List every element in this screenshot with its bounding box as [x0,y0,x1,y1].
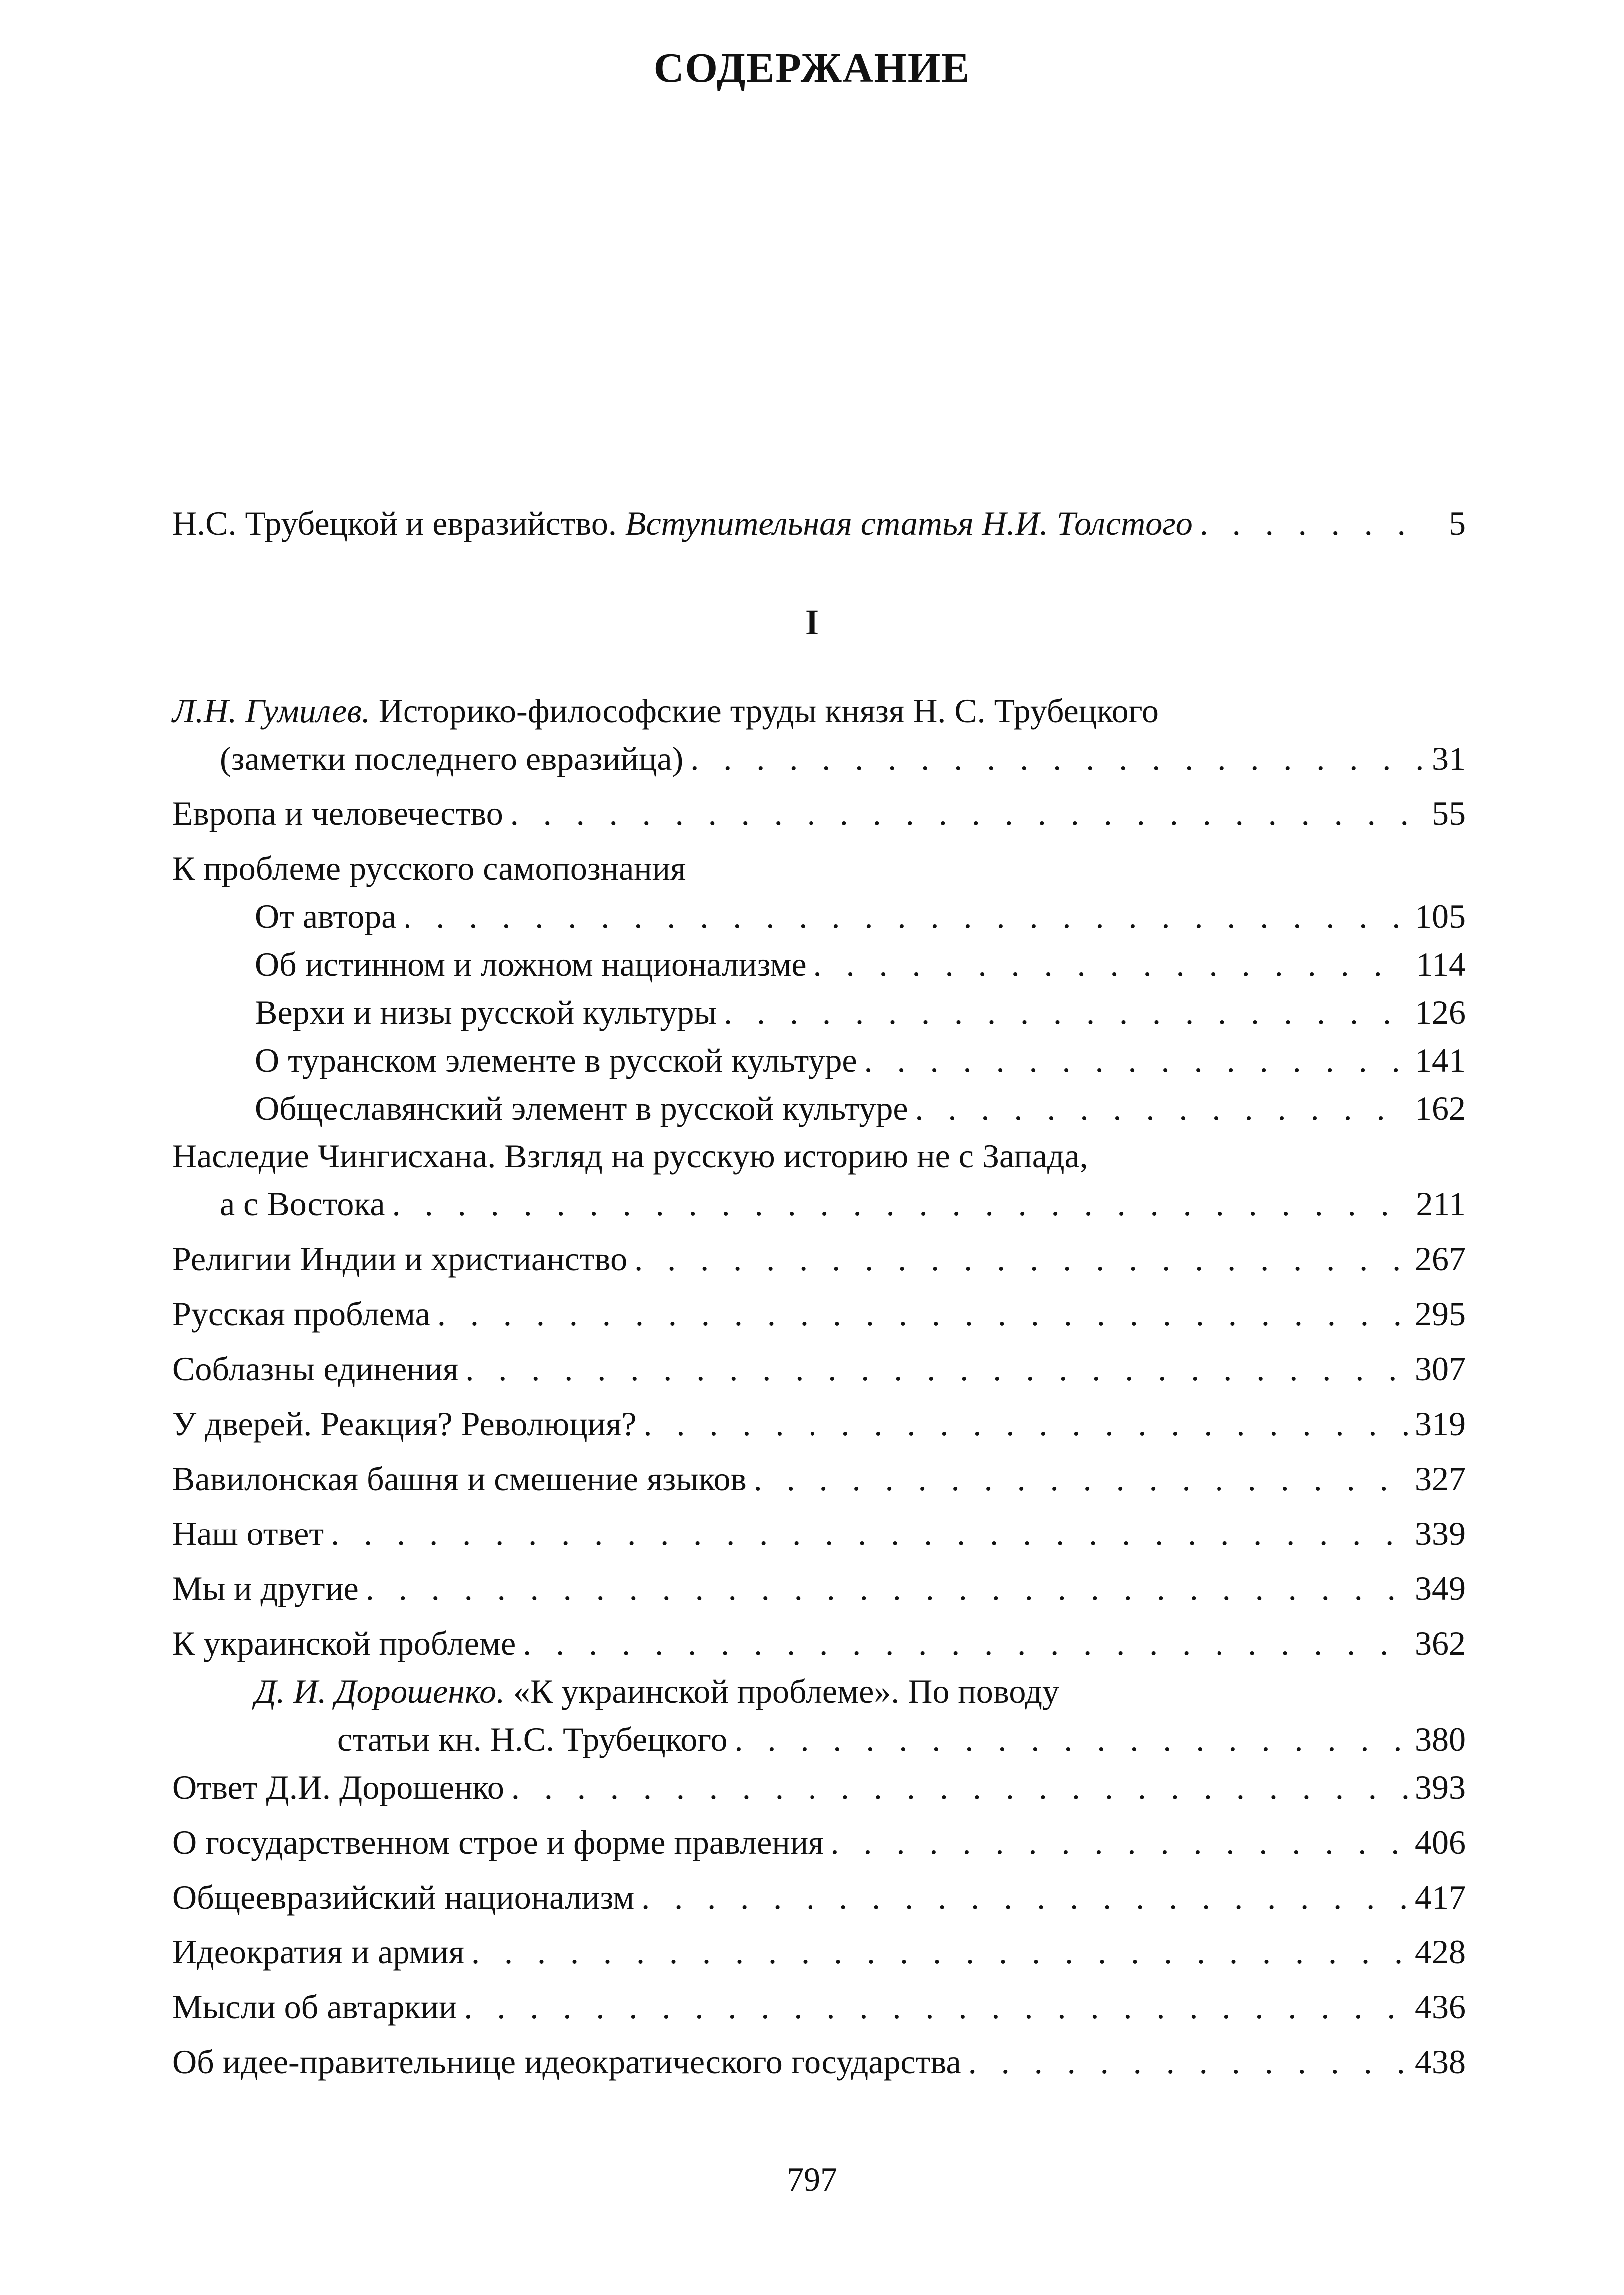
toc-entry-title: Наш ответ [172,1515,324,1552]
toc-page-number: 55 [1432,794,1466,832]
dot-leader [392,1180,1409,1228]
toc-page-number: 438 [1415,2043,1466,2081]
dot-leader [968,2038,1408,2086]
toc-entry-title: К украинской проблеме [172,1624,516,1662]
toc-entry-title: Соблазны единения [172,1350,459,1388]
toc-page-number: 126 [1415,993,1466,1031]
toc-entry [172,1290,1466,1338]
toc-page-number: 5 [1449,504,1466,542]
dot-leader [523,1619,1408,1667]
toc-intro [172,499,1466,547]
dot-leader [641,1873,1408,1921]
dot-leader [471,1928,1408,1976]
dot-leader [724,988,1408,1036]
dot-leader [511,1763,1408,1811]
toc-entry-title: Об истинном и ложном национализме [255,945,807,983]
toc-entry-title: Русская проблема [172,1295,430,1333]
toc-entry-title: Общеевразийский национализм [172,1878,635,1916]
toc-entry [172,789,1466,837]
toc-page-number: 141 [1415,1041,1466,1079]
toc-page-number: 417 [1415,1878,1466,1916]
toc-page-number: 349 [1415,1569,1466,1607]
dot-leader [643,1400,1408,1448]
toc-page-number: 380 [1415,1720,1466,1758]
toc-entry-title-cont: статьи кн. Н.С. Трубецкого [337,1720,728,1758]
toc-entry-line [172,1667,1466,1715]
toc-entry [172,1873,1466,1921]
toc-page-number: 406 [1415,1823,1466,1861]
toc-entry-line [172,1132,1466,1180]
toc-page-number: 319 [1415,1405,1466,1443]
toc-entry-title: Ответ Д.И. Дорошенко [172,1768,504,1806]
dot-leader [464,1983,1408,2031]
toc-subentry [172,892,1466,940]
dot-leader [754,1455,1408,1503]
toc-entry-title: Н.С. Трубецкой и евразийство. [172,504,617,542]
dot-leader [1200,499,1429,547]
dot-leader [510,789,1425,837]
toc-entry [172,2038,1466,2086]
toc-page-number: 211 [1416,1185,1466,1223]
toc-entry-title: Верхи и низы русской культуры [255,993,717,1031]
dot-leader [690,735,1425,782]
dot-leader [915,1084,1408,1132]
toc-entry [172,1455,1466,1503]
dot-leader [331,1510,1408,1557]
page-number: 797 [787,2160,837,2198]
toc-entry-title: Европа и человечество [172,794,503,832]
dot-leader [403,892,1408,940]
toc-page-number: 105 [1415,897,1466,935]
toc-subentry [172,1084,1466,1132]
toc-entry-author: Д. И. Дорошенко. [255,1672,505,1710]
toc-entry-title: Вавилонская башня и смешение языков [172,1460,747,1498]
dot-leader [465,1345,1408,1393]
toc-subentry [172,1667,1466,1763]
toc-entry-line [172,1180,1466,1228]
toc-page-number: 267 [1415,1240,1466,1278]
toc-entry-line [172,735,1466,782]
toc-subentry [172,988,1466,1036]
toc-entry [172,1400,1466,1448]
toc-entry [172,1510,1466,1557]
toc-entry-line [172,1715,1466,1763]
toc-entry-author: Л.Н. Гумилев. [172,692,370,730]
toc-entry-title: От автора [255,897,397,935]
toc-entry-title: Общеславянский элемент в русской культуре [255,1089,908,1127]
dot-leader [830,1818,1408,1866]
toc-entry-title: Мы и другие [172,1569,359,1607]
toc-page-number: 436 [1415,1988,1466,2026]
toc-subentry [172,1036,1466,1084]
toc-entry-title-cont: а с Востока [220,1185,385,1223]
dot-leader [734,1715,1408,1763]
toc-entry-title: Об идее-правительнице идеократического государства [172,2043,961,2081]
toc-page-number: 31 [1432,740,1466,777]
toc-entry [172,1345,1466,1393]
toc-entry-title: К проблеме русского самопознания [172,849,686,887]
dot-leader [437,1290,1408,1338]
toc-entry-title: Религии Индии и христианство [172,1240,628,1278]
toc-page-number: 339 [1415,1515,1466,1552]
toc-entry [172,1818,1466,1866]
toc-entry-title: У дверей. Реакция? Революция? [172,1405,637,1443]
toc-subentry [172,940,1466,988]
toc-page-number: 295 [1415,1295,1466,1333]
toc-entry-line [172,687,1466,735]
toc-page-number: 327 [1415,1460,1466,1498]
toc-page-number: 162 [1415,1089,1466,1127]
dot-leader [634,1235,1408,1283]
toc-entry-title: О государственном строе и форме правления [172,1823,824,1861]
toc-entry-subtitle: Вступительная статья Н.И. Толстого [625,504,1193,542]
toc-entry [172,1619,1466,1667]
toc-page-number: 362 [1415,1624,1466,1662]
toc-entry-title: Мысли об автаркии [172,1988,457,2026]
toc-page-number: 393 [1415,1768,1466,1806]
toc-list [172,687,1466,2086]
toc-page-number: 114 [1416,945,1466,983]
toc-entry-heading [172,844,1466,892]
toc-page-number: 428 [1415,1933,1466,1971]
toc-entry [172,1763,1466,1811]
toc-page-number: 307 [1415,1350,1466,1388]
toc-entry [172,1928,1466,1976]
toc-entry [172,1564,1466,1612]
dot-leader [864,1036,1408,1084]
dot-leader [813,940,1409,988]
toc-entry [172,499,1466,547]
dot-leader [366,1564,1408,1612]
toc-entry-title: «К украинской проблеме». По поводу [513,1672,1060,1710]
toc-entry-title: Историко-философские труды князя Н. С. Трубецкого [378,692,1159,730]
toc-entry-text [172,499,1193,547]
toc-entry-title-cont: (заметки последнего евразийца) [220,740,684,777]
page-title: СОДЕРЖАНИЕ [653,45,971,91]
toc-entry-title: О туранском элементе в русской культуре [255,1041,857,1079]
toc-entry [172,1983,1466,2031]
toc-entry-title: Наследие Чингисхана. Взгляд на русскую историю не с Запада, [172,1137,1088,1175]
section-heading: I [805,602,819,642]
toc-entry [172,1132,1466,1228]
toc-entry [172,1235,1466,1283]
toc-entry-title: Идеократия и армия [172,1933,464,1971]
toc-entry [172,687,1466,782]
